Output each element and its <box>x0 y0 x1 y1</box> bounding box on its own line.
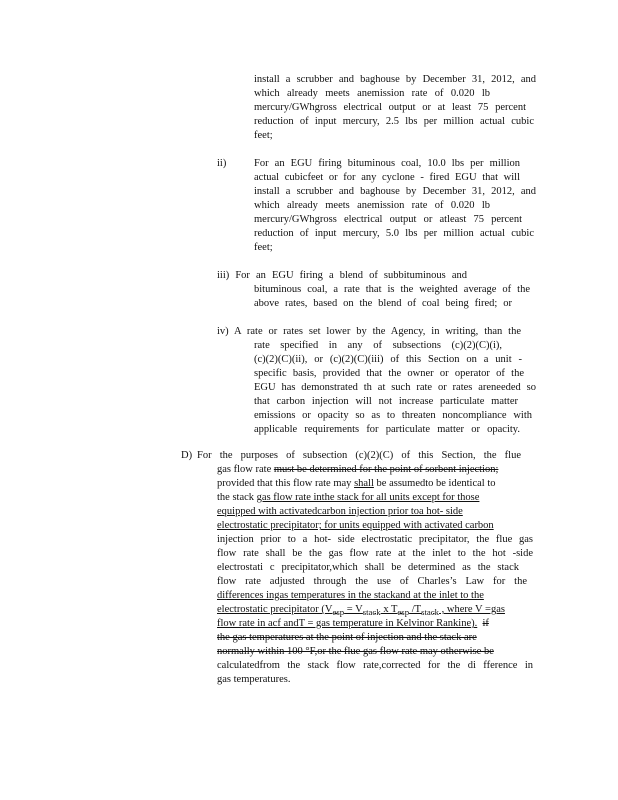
inserted-text: equipped with activatedcarbon injection prior toa hot- side <box>217 506 463 517</box>
text-line: feet; <box>254 130 273 141</box>
text-line: actual cubicfeet or for any cyclone - fired EGU that will <box>254 172 520 183</box>
text-line: which already meets anemission rate of 0.020 lb <box>254 88 490 99</box>
subscript: stack <box>362 607 381 618</box>
subscript: stack <box>421 607 440 618</box>
inserted-text: electrostatic precipitator ($V_{esp} = V_{stack}$ x $T_{esp}$ $/T_{stack}$ , where V =gas <box>217 604 505 618</box>
text-line <box>217 617 489 631</box>
text-line: mercury/GWhgross electrical output or atleast 75 percent <box>254 214 522 225</box>
text-line: bituminous coal, a rate that is the weighted average of the <box>254 284 530 295</box>
subscript: esp <box>332 607 345 618</box>
text-line: iii) For an EGU firing a blend of subbituminous and <box>217 270 467 281</box>
text-line: (c)(2)(C)(ii), or (c)(2)(C)(iii) of this Section on a unit - <box>254 354 522 365</box>
text-line: electrostati c precipitator,which shall be determined as the stack <box>217 562 519 573</box>
deleted-text: normally within 100 °F,or the flue gas flow rate may otherwise be <box>217 646 494 657</box>
list-marker: ii) <box>217 158 227 169</box>
text-line: that carbon injection will not increase particulate matter <box>254 396 518 407</box>
inserted-text: differences ingas temperatures in the stackand at the inlet to the <box>217 590 484 601</box>
text-line: flow rate shall be the gas flow rate at the inlet to the hot -side <box>217 548 533 559</box>
deleted-text: must be determined for the point of sorbent injection; <box>273 464 499 475</box>
text-span: the stack <box>217 492 257 503</box>
text-line: For an EGU firing bituminous coal, 10.0 lbs per million <box>254 158 520 169</box>
text-line: reduction of input mercury, 2.5 lbs per million actual cubic <box>254 116 534 127</box>
list-marker: D) <box>181 450 193 461</box>
inserted-text: electrostatic precipitator; for units equipped with activated carbon <box>217 520 494 531</box>
text-span: be assumedto be identical to <box>373 478 496 489</box>
text-span: provided that this flow rate may <box>217 478 355 489</box>
text-line <box>217 491 479 505</box>
text-line: mercury/GWhgross electrical output or at least 75 percent <box>254 102 526 113</box>
text-line: install a scrubber and baghouse by December 31, 2012, and <box>254 74 536 85</box>
text-line: applicable requirements for particulate matter or opacity. <box>254 424 520 435</box>
text-line: gas temperatures. <box>217 674 291 685</box>
text-line: feet; <box>254 242 273 253</box>
inserted-text: gas flow rate inthe stack for all units except for those <box>256 492 480 503</box>
text-line: iv) A rate or rates set lower by the Agency, in writing, than the <box>217 326 521 337</box>
text-line: specific basis, provided that the owner or operator of the <box>254 368 524 379</box>
deleted-text: if <box>482 618 489 629</box>
text-line: rate specified in any of subsections (c)(2)(C)(i), <box>254 340 502 351</box>
text-line: which already meets anemission rate of 0.020 lb <box>254 200 490 211</box>
text-line: flow rate adjusted through the use of Charles’s Law for the <box>217 576 527 587</box>
text-line: above rates, based on the blend of coal being fired; or <box>254 298 512 309</box>
deleted-text: the gas temperatures at the point of injection and the stack are <box>217 632 477 643</box>
text-line: calculatedfrom the stack flow rate,corrected for the di fference in <box>217 660 533 671</box>
inserted-text: gas flow rate <box>217 464 274 475</box>
text-line: emissions or opacity so as to threaten noncompliance with <box>254 410 532 421</box>
inserted-text: flow rate in acf andT = gas temperature in Kelvinor Rankine). <box>217 618 478 629</box>
text-line <box>217 477 496 491</box>
text-line: install a scrubber and baghouse by December 31, 2012, and <box>254 186 536 197</box>
text-line: For the purposes of subsection (c)(2)(C) of this Section, the flue <box>197 450 521 461</box>
text-line: EGU has demonstrated th at such rate or rates areneeded so <box>254 382 536 393</box>
inserted-text: shall <box>354 478 374 489</box>
text-line: injection prior to a hot- side electrostatic precipitator, the flue gas <box>217 534 533 545</box>
text-line <box>217 463 498 477</box>
subscript: esp <box>397 607 410 618</box>
text-line: reduction of input mercury, 5.0 lbs per million actual cubic <box>254 228 534 239</box>
